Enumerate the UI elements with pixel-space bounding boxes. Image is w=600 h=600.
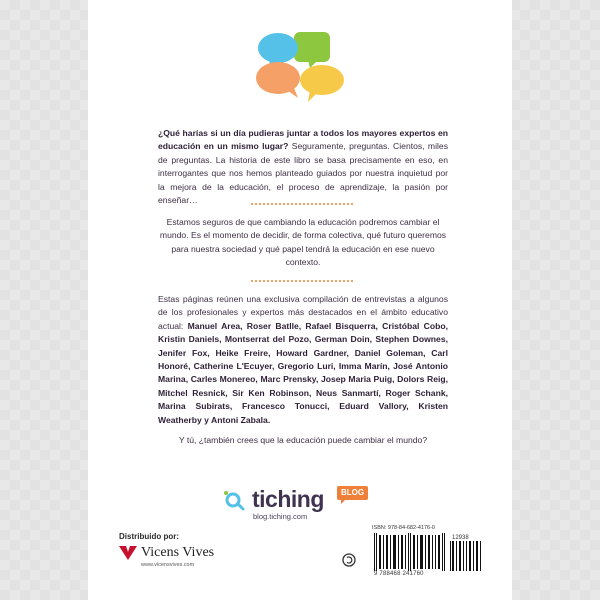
orange-bubble-icon	[256, 62, 300, 98]
green-bubble-icon	[294, 32, 330, 68]
tiching-mark-icon	[223, 489, 249, 511]
barcode-bars-icon	[370, 533, 488, 573]
experts-intro: Estas páginas reúnen una exclusiva compilación de entrevistas a algunos de los profesionales y expertos más destacados en el ámbito educativo actual:	[158, 294, 448, 331]
yellow-bubble-icon	[300, 65, 344, 102]
closing-question: Y tú, ¿también crees que la educación puede cambiar el mundo?	[178, 435, 428, 445]
book-back-cover	[88, 0, 512, 600]
tiching-url: blog.tiching.com	[253, 512, 308, 521]
change-paragraph: Estamos seguros de que cambiando la educación podremos cambiar el mundo. Es el momento de decidir, de forma colectiva, qué futuro queremos para nuestra sociedad y qué papel tendrá la educación en ese nuevo contexto.	[159, 217, 447, 268]
experts-paragraph	[158, 293, 448, 427]
distributor-url: www.vicensvives.com	[141, 562, 195, 568]
intro-question: ¿Qué harías si un día pudieras juntar a todos los mayores expertos en educación en un mismo lugar?	[158, 128, 448, 152]
barcode-addon: 12938	[452, 535, 469, 541]
dotted-divider	[250, 280, 355, 282]
copyleft-icon	[342, 553, 356, 567]
vicens-vives-v-icon	[119, 546, 137, 560]
blog-badge: BLOG	[337, 486, 368, 500]
distributor-label: Distribuido por:	[119, 532, 179, 541]
intro-paragraph	[158, 127, 448, 207]
dotted-divider	[250, 203, 355, 205]
distributor-name: Vicens Vives	[141, 545, 215, 560]
tiching-wordmark: tiching	[252, 486, 324, 512]
vicens-vives-logo	[119, 545, 214, 561]
speech-bubbles-icon	[248, 26, 358, 108]
ean-digits: 9 788468 241760	[374, 571, 424, 577]
isbn-barcode	[370, 525, 488, 580]
experts-names: Manuel Area, Roser Batlle, Rafael Bisquerra, Cristóbal Cobo, Kristin Daniels, Montserrat del Pozo, German Doin, Stephen Downes, Jenifer Fox, Heike Freire, Howard Gardner, Daniel Goleman, Carl Honoré, Catherine L'Ecuyer, Gregorio Luri, Imma Marín, José Antonio Marina, Carles Monereo, Marc Prensky, Josep Maria Puig, Dolors Reig, Mitchel Resnick, Sir Ken Robinson, Neus Sanmartí, Roger Schank, Marina Subirats, Francesco Tonucci, Eduard Vallory, Kristen Weatherby y Antoni Zabala.	[158, 320, 448, 425]
tiching-logo	[223, 487, 324, 511]
isbn-number: ISBN: 978-84-682-4176-0	[372, 525, 435, 531]
intro-text: Seguramente, preguntas. Cientos, miles de preguntas. La historia de este libro se basa precisamente en eso, en interrogantes que nos hemos planteado guiados por nuestra inquietud por la mejora de la educación, el proceso de aprendizaje, la pasión por enseñar…	[158, 141, 448, 206]
